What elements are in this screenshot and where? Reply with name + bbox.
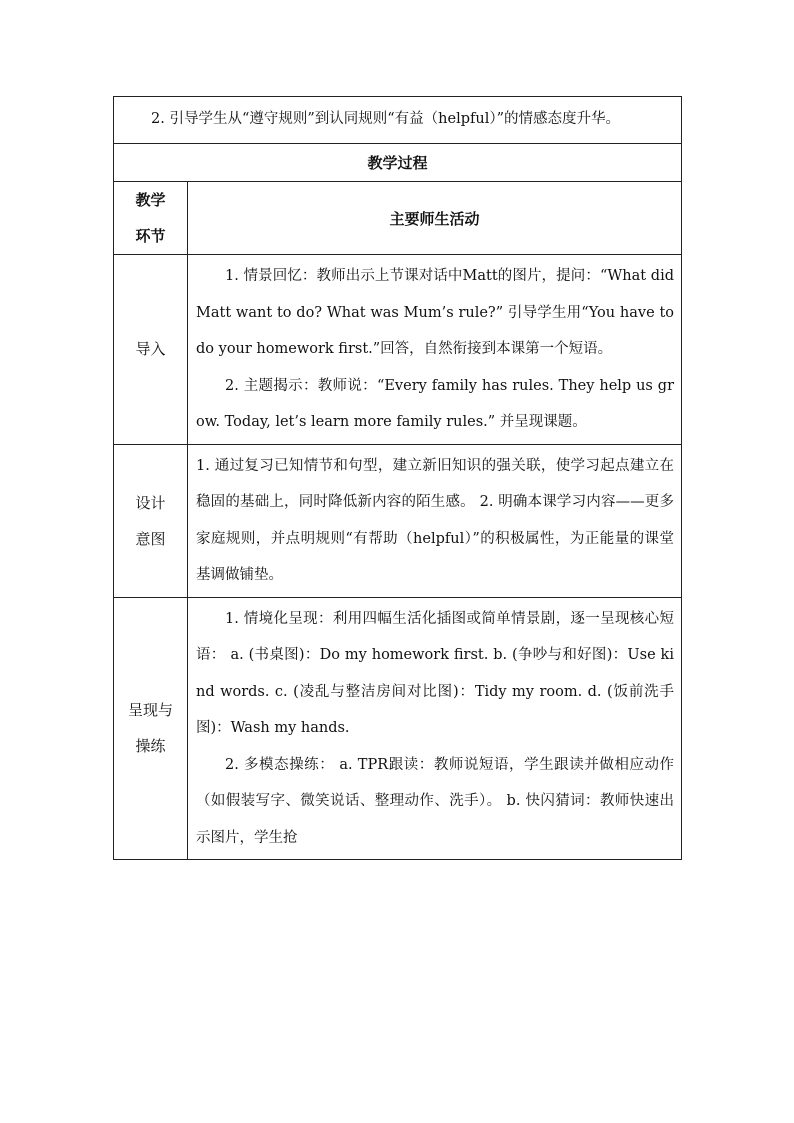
activity-paragraph: 2. 多模态操练： a. TPR跟读：教师说短语，学生跟读并做相应动作（如假装写字、微笑说话、整理动作、洗手）。 b. 快闪猜词：教师快速出示图片，学生抢 <box>196 756 674 846</box>
stage-header-label: 教学环节 <box>135 191 166 245</box>
section-title: 教学过程 <box>114 144 682 182</box>
activity-paragraph: 1. 情境化呈现：利用四幅生活化插图或简单情景剧，逐一呈现核心短语： a. (书桌图)：Do my homework first. b. (争吵与和好图)：Use kind words. c. (凌乱与整洁房间对比图)：Tidy my room. d. (饭前洗手图)：Wash my hands. <box>196 610 674 736</box>
activity-cell <box>188 444 682 597</box>
header-row <box>114 182 682 255</box>
stage-label: 呈现与操练 <box>127 701 173 756</box>
activity-header: 主要师生活动 <box>188 182 682 255</box>
stage-cell <box>114 597 188 860</box>
stage-label: 设计意图 <box>135 493 166 548</box>
activity-paragraph: 1. 通过复习已知情节和句型，建立新旧知识的强关联，使学习起点建立在稳固的基础上，同时降低新内容的陌生感。 2. 明确本课学习内容——更多家庭规则，并点明规则“有帮助（helpful）”的积极属性，为正能量的课堂基调做铺垫。 <box>196 457 674 583</box>
table-row <box>114 255 682 445</box>
lesson-plan-table <box>113 96 682 860</box>
section-title-row <box>114 144 682 182</box>
objective-2-text: 2. 引导学生从“遵守规则”到认同规则“有益（helpful）”的情感态度升华。 <box>114 97 682 144</box>
objective-row <box>114 97 682 144</box>
stage-label: 导入 <box>135 340 166 359</box>
stage-header <box>114 182 188 255</box>
activity-paragraph: 1. 情景回忆：教师出示上节课对话中Matt的图片，提问：“What did Matt want to do? What was Mum’s rule?” 引导学生用“You have to do your homework first.”回答，自然衔接到本课第一个短语。 <box>196 268 674 357</box>
table-row <box>114 444 682 597</box>
table-row <box>114 597 682 860</box>
activity-cell <box>188 597 682 860</box>
stage-cell <box>114 255 188 445</box>
stage-cell <box>114 444 188 597</box>
activity-cell <box>188 255 682 445</box>
activity-paragraph: 2. 主题揭示：教师说：“Every family has rules. They help us grow. Today, let’s learn more family rules.” 并呈现课题。 <box>196 377 674 430</box>
